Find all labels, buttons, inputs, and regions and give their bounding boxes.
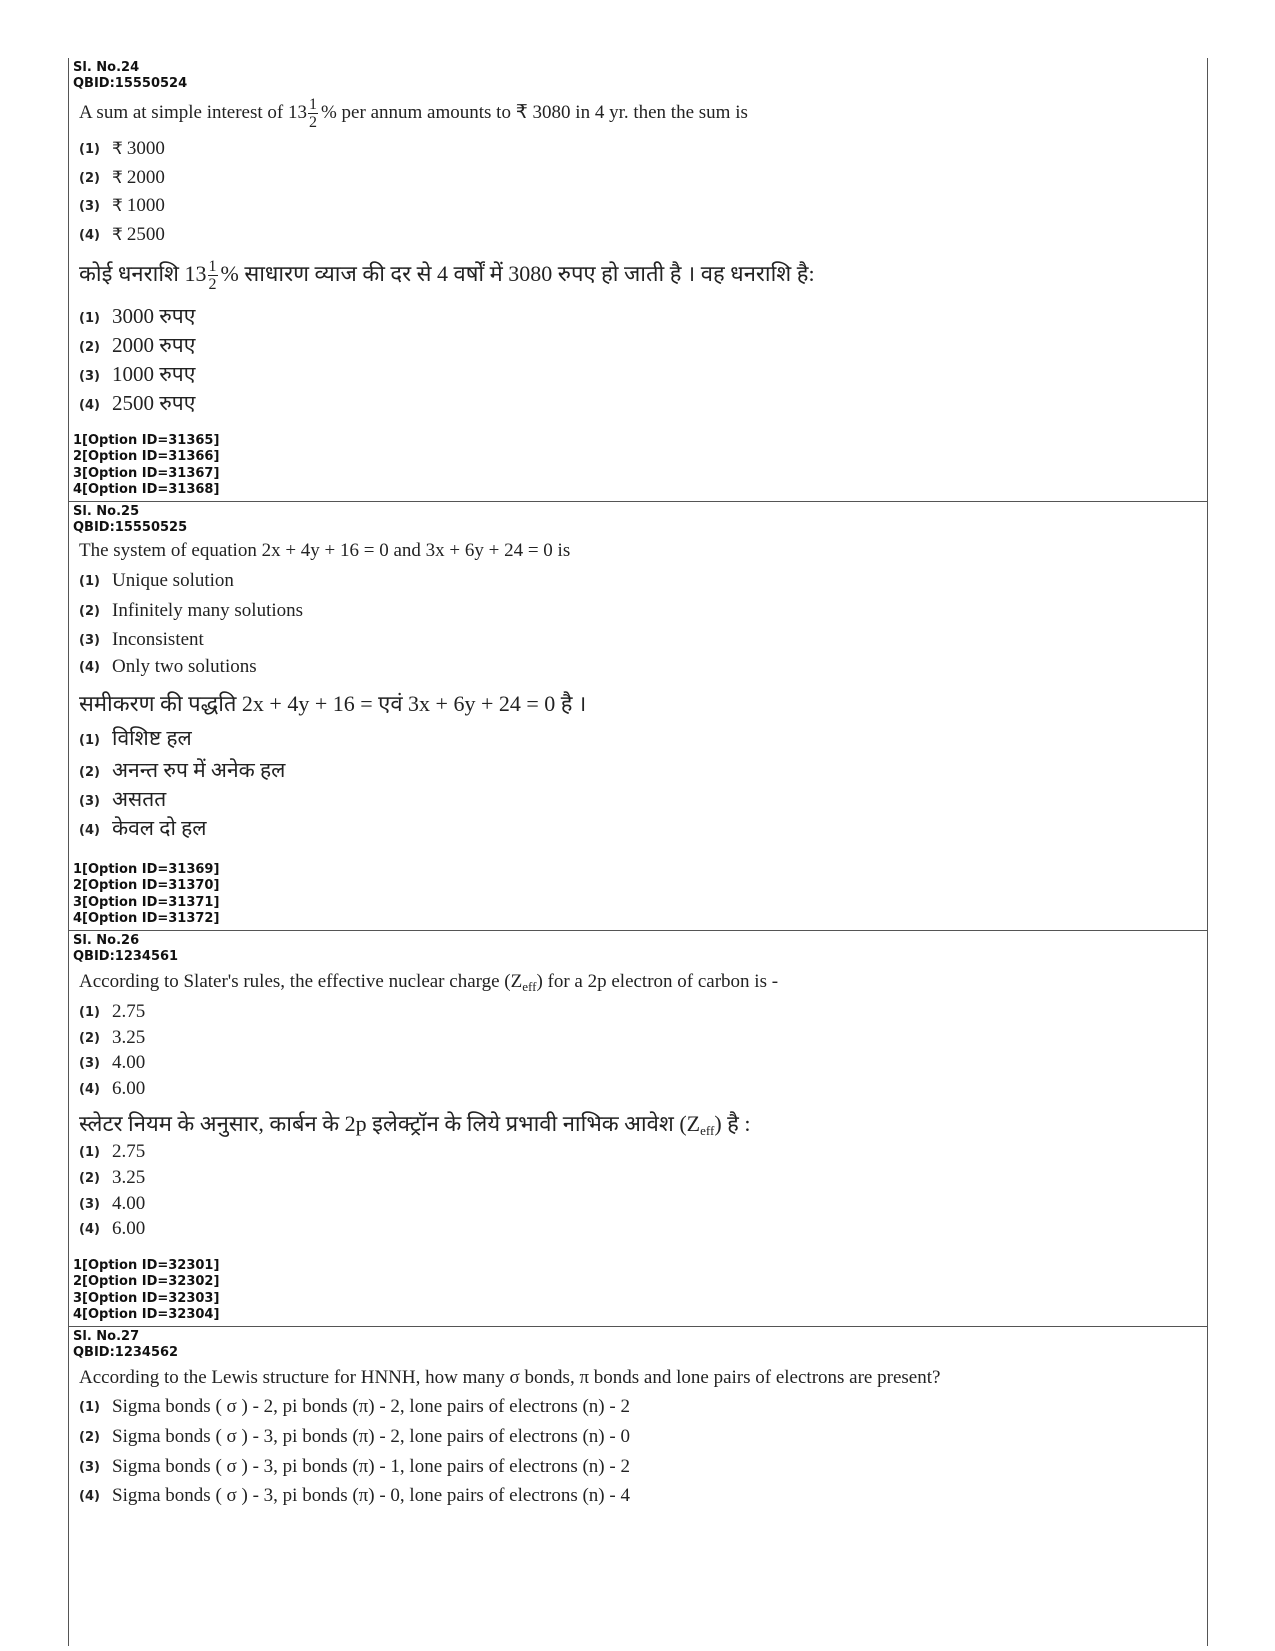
option-en-2[interactable]: (2) Infinitely many solutions <box>79 600 304 621</box>
question-stem-en: A sum at simple interest of 13 $\frac{1}{2}$ % per annum amounts to ₹ 3080 in 4 yr. then the sum is <box>79 96 748 131</box>
option-id-list <box>73 1258 219 1323</box>
option-hi-2[interactable]: (2) अनन्त रुप में अनेक हल <box>79 758 286 782</box>
option-en-4[interactable]: (4) Sigma bonds ( σ ) - 3, pi bonds (π) - 0, lone pairs of electrons (n) - 4 <box>79 1485 630 1506</box>
option-hi-1[interactable]: (1) विशिष्ट हल <box>79 726 192 750</box>
option-id: 3[Option ID=31367] <box>73 465 220 481</box>
question-stem-en: According to the Lewis structure for HNNH, how many σ bonds, π bonds and lone pairs of electrons are present? <box>79 1367 941 1388</box>
option-hi-4[interactable]: (4) 6.00 <box>79 1218 146 1239</box>
option-hi-1[interactable]: (1) 3000 रुपए <box>79 304 196 328</box>
option-id: 4[Option ID=31372] <box>73 910 220 926</box>
qbid: QBID:1234562 <box>73 1345 179 1360</box>
option-id-list <box>73 862 219 927</box>
question-stem-hi: समीकरण की पद्धति 2x + 4y + 16 = एवं 3x + 6y + 24 = 0 है । <box>79 691 587 716</box>
question-stem-hi: स्लेटर नियम के अनुसार, कार्बन के 2p इलेक्ट्रॉन के लिये प्रभावी नाभिक आवेश $(Z_{eff})$ है : <box>79 1111 751 1138</box>
qbid: QBID:1234561 <box>73 949 179 964</box>
option-id: 2[Option ID=31370] <box>73 878 220 894</box>
option-hi-3[interactable]: (3) 1000 रुपए <box>79 362 196 386</box>
rupee-icon: ₹ <box>112 168 123 188</box>
option-id: 1[Option ID=32301] <box>73 1258 220 1273</box>
option-id: 4[Option ID=31368] <box>73 481 220 497</box>
option-hi-1[interactable]: (1) 2.75 <box>79 1141 146 1162</box>
rupee-icon: ₹ <box>112 139 123 159</box>
option-id: 2[Option ID=32302] <box>73 1274 220 1290</box>
rupee-icon: ₹ <box>112 225 123 245</box>
option-en-4[interactable]: (4) ₹ 2500 <box>79 224 165 245</box>
serial-number: Sl. No.24 <box>73 60 140 75</box>
option-id: 1[Option ID=31365] <box>73 433 220 448</box>
option-hi-2[interactable]: (2) 2000 रुपए <box>79 333 196 357</box>
option-hi-4[interactable]: (4) 2500 रुपए <box>79 391 196 415</box>
serial-number: Sl. No.25 <box>73 504 140 519</box>
question-24 <box>69 58 1207 502</box>
question-26 <box>69 931 1207 1327</box>
option-en-4[interactable]: (4) Only two solutions <box>79 656 257 677</box>
question-sheet <box>68 58 1208 1646</box>
option-en-2[interactable]: (2) ₹ 2000 <box>79 167 165 188</box>
serial-number: Sl. No.26 <box>73 933 140 948</box>
option-hi-4[interactable]: (4) केवल दो हल <box>79 816 207 840</box>
option-hi-3[interactable]: (3) असतत <box>79 787 167 811</box>
question-stem-en: The system of equation 2x + 4y + 16 = 0 and 3x + 6y + 24 = 0 is <box>79 540 571 561</box>
question-25 <box>69 502 1207 931</box>
option-en-1[interactable]: (1) ₹ 3000 <box>79 138 165 159</box>
option-id-list <box>73 433 219 498</box>
question-27 <box>69 1327 1207 1646</box>
option-id: 4[Option ID=32304] <box>73 1306 220 1322</box>
option-id: 2[Option ID=31366] <box>73 449 220 465</box>
question-stem-hi: कोई धनराशि 13 $\frac{1}{2}$ % साधारण व्याज की दर से 4 वर्षों में 3080 रुपए हो जाती है । वह धनराशि है: <box>79 258 815 294</box>
question-header <box>73 1329 178 1361</box>
option-hi-2[interactable]: (2) 3.25 <box>79 1167 146 1188</box>
option-hi-3[interactable]: (3) 4.00 <box>79 1193 146 1214</box>
fraction: $\frac{1}{2}$ <box>208 258 217 294</box>
option-en-3[interactable]: (3) ₹ 1000 <box>79 195 165 216</box>
question-stem-en: According to Slater's rules, the effective nuclear charge $(Z_{eff})$ for a 2p electron of carbon is - <box>79 971 779 994</box>
option-id: 3[Option ID=31371] <box>73 894 220 910</box>
question-header <box>73 60 187 92</box>
qbid: QBID:15550525 <box>73 520 188 535</box>
option-en-2[interactable]: (2) Sigma bonds ( σ ) - 3, pi bonds (π) - 2, lone pairs of electrons (n) - 0 <box>79 1426 630 1447</box>
option-en-1[interactable]: (1) Unique solution <box>79 570 234 591</box>
qbid: QBID:15550524 <box>73 76 188 91</box>
option-en-2[interactable]: (2) 3.25 <box>79 1027 146 1048</box>
option-id: 3[Option ID=32303] <box>73 1290 220 1306</box>
option-en-3[interactable]: (3) 4.00 <box>79 1052 146 1073</box>
question-header <box>73 933 178 965</box>
rupee-icon: ₹ <box>112 196 123 216</box>
option-en-1[interactable]: (1) 2.75 <box>79 1001 146 1022</box>
question-header <box>73 504 187 536</box>
option-en-3[interactable]: (3) Inconsistent <box>79 629 204 650</box>
serial-number: Sl. No.27 <box>73 1329 140 1344</box>
option-id: 1[Option ID=31369] <box>73 862 220 877</box>
option-en-3[interactable]: (3) Sigma bonds ( σ ) - 3, pi bonds (π) - 1, lone pairs of electrons (n) - 2 <box>79 1456 630 1477</box>
option-en-1[interactable]: (1) Sigma bonds ( σ ) - 2, pi bonds (π) - 2, lone pairs of electrons (n) - 2 <box>79 1396 630 1417</box>
fraction: $\frac{1}{2}$ <box>308 96 317 131</box>
option-en-4[interactable]: (4) 6.00 <box>79 1078 146 1099</box>
